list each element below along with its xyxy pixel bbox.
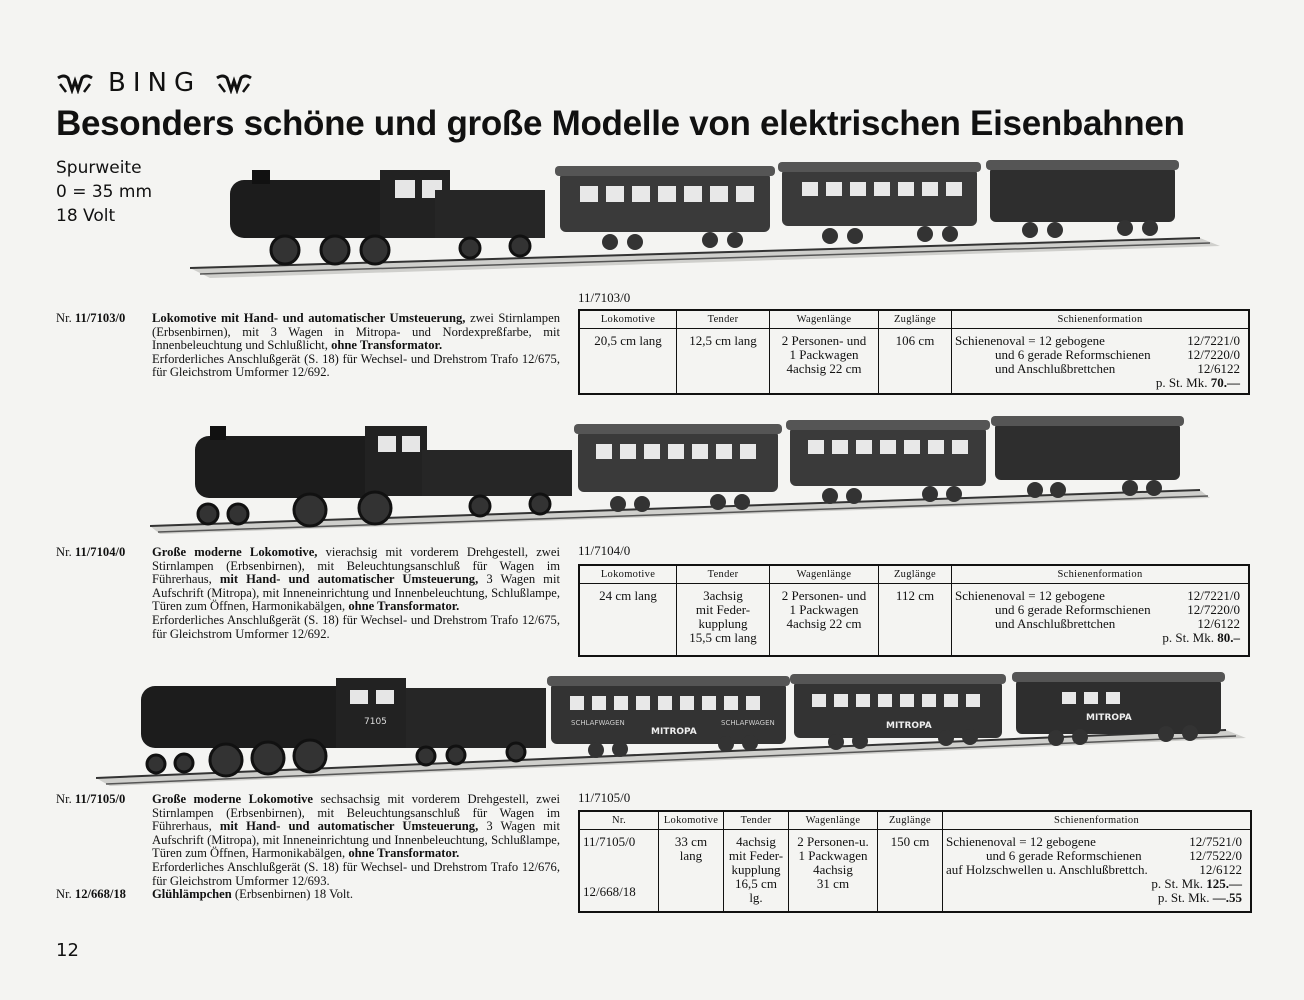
col-tender: Tender: [677, 565, 770, 584]
page-title: Besonders schöne und große Modelle von elektrischen Eisenbahnen: [56, 104, 1185, 143]
cell-schienenformation: Schienenoval = 12 gebogene 12/7221/0 und 6 gerade Reformschienen 12/7220/0 und Anschlußbrettchen 12/6122 p. St. Mk. 80.–: [952, 584, 1250, 656]
train-illustration-2: [150, 408, 1230, 538]
item-number: Nr. 11/7104/0: [56, 545, 126, 559]
voltage-value: 18 Volt: [56, 206, 116, 226]
product-description-1: [56, 312, 560, 380]
col-wagenlaenge: Wagenlänge: [789, 811, 878, 830]
col-schienenformation: Schienenformation: [952, 310, 1250, 329]
coach-mitropa-label: MITROPA: [886, 721, 932, 731]
accessory-note: Erforderliches Anschlußgerät (S. 18) für Wechsel- und Drehstrom Trafo 12/676, für Gleichstrom Umformer 12/693.: [152, 859, 560, 888]
cell-schienenformation: Schienenoval = 12 gebogene 12/7221/0 und 6 gerade Reformschienen 12/7220/0 und Anschlußbrettchen 12/6122 p. St. Mk. 70.—: [952, 329, 1250, 395]
price-bulb: p. St. Mk. —.55: [1157, 890, 1242, 905]
accessory-note: Erforderliches Anschlußgerät (S. 18) für Wechsel- und Drehstrom Trafo 12/675, für Gleichstrom Umformer 12/692.: [152, 351, 560, 380]
coach-schlafwagen-label: SCHLAFWAGEN: [571, 719, 625, 727]
cell-lokomotive: 24 cm lang: [579, 584, 677, 656]
description-text: Große moderne Lokomotive, vierachsig mit vorderem Drehgestell, zwei Stirnlampen (Erbsenbirnen), mit Beleuchtungsanschluß für Wagen im Führerhaus, mit Hand- und automatischer Umsteuerung, 3 Wagen mit Aufschrift (Mitropa), mit Inneneinrichtung und Innenbeleuchtung, Schlußlampe, Türen zum Öffnen, Harmonikabälgen, ohne Transformator.: [152, 545, 560, 614]
page-number: 12: [56, 940, 79, 961]
brand-name: BING: [108, 68, 202, 98]
col-schienenformation: Schienenformation: [952, 565, 1250, 584]
col-schienenformation: Schienenformation: [943, 811, 1252, 830]
coach-mitropa-label: MITROPA: [651, 727, 697, 737]
price: p. St. Mk. 70.—: [1155, 375, 1240, 390]
spec-table-1: [578, 309, 1250, 395]
table-code-3: 11/7105/0: [578, 790, 631, 805]
train-illustration-1: [190, 150, 1220, 290]
cell-nr: 11/7105/0 12/668/18: [579, 830, 659, 912]
table-code-2: 11/7104/0: [578, 543, 631, 558]
train-image: [96, 668, 1256, 788]
col-zuglaenge: Zuglänge: [878, 811, 943, 830]
gauge-spec: [56, 156, 152, 228]
description-text: Große moderne Lokomotive sechsachsig mit vorderem Drehgestell, zwei Stirnlampen (Erbsenbirnen), mit Beleuchtungsanschluß für Wagen im Führerhaus, mit Hand- und automatischer Umsteuerung, 3 Wagen mit Aufschrift (Mitropa), mit Inneneinrichtung und Innenbeleuchtung, Schlußlampe, Türen zum Öffnen, Harmonikabälgen, ohne Transformator.: [152, 792, 560, 861]
cell-zuglaenge: 112 cm: [879, 584, 952, 656]
col-lokomotive: Lokomotive: [659, 811, 724, 830]
cell-lokomotive: 20,5 cm lang: [579, 329, 677, 395]
cell-tender: 4achsig mit Feder- kupplung 16,5 cm lg.: [724, 830, 789, 912]
cell-zuglaenge: 150 cm: [878, 830, 943, 912]
spec-table-3: [578, 810, 1252, 913]
gauge-value: 0 = 35 mm: [56, 182, 153, 202]
bing-logo-icon: [56, 72, 94, 94]
accessory-note: Erforderliches Anschlußgerät (S. 18) für Wechsel- und Drehstrom Trafo 12/675, für Gleichstrom Umformer 12/692.: [152, 612, 560, 641]
train-image: [190, 150, 1220, 290]
col-tender: Tender: [724, 811, 789, 830]
item-number: Nr. 12/668/18: [56, 887, 126, 902]
item-number: Nr. 11/7105/0: [56, 792, 126, 806]
train-image: [150, 408, 1230, 538]
col-nr: Nr.: [579, 811, 659, 830]
cell-tender: 3achsig mit Feder- kupplung 15,5 cm lang: [677, 584, 770, 656]
cell-lokomotive: 33 cm lang: [659, 830, 724, 912]
col-lokomotive: Lokomotive: [579, 565, 677, 584]
table-code-1: 11/7103/0: [578, 290, 631, 305]
col-zuglaenge: Zuglänge: [879, 310, 952, 329]
bulb-description: Glühlämpchen (Erbsenbirnen) 18 Volt.: [152, 887, 354, 902]
coach-schlafwagen-label: SCHLAFWAGEN: [721, 719, 775, 727]
train-illustration-3: [96, 668, 1256, 788]
product-description-3: [56, 793, 560, 902]
cell-schienenformation: Schienenoval = 12 gebogene 12/7521/0 und 6 gerade Reformschienen 12/7522/0 auf Holzschwellen u. Anschlußbrettch. 12/6122 p. St. Mk. 125.— p. St. Mk. —.55: [943, 830, 1252, 912]
col-tender: Tender: [677, 310, 770, 329]
cell-zuglaenge: 106 cm: [879, 329, 952, 395]
cell-wagenlaenge: 2 Personen-u. 1 Packwagen 4achsig 31 cm: [789, 830, 878, 912]
cell-wagenlaenge: 2 Personen- und 1 Packwagen 4achsig 22 cm: [770, 584, 879, 656]
coach-mitropa-label: MITROPA: [1086, 713, 1132, 723]
gauge-label: Spurweite: [56, 158, 142, 178]
price: p. St. Mk. 80.–: [1162, 630, 1240, 645]
col-wagenlaenge: Wagenlänge: [770, 565, 879, 584]
price: p. St. Mk. 125.—: [1151, 876, 1242, 891]
loco-number-label: 7105: [364, 717, 387, 727]
bing-logo-icon: [215, 72, 253, 94]
col-wagenlaenge: Wagenlänge: [770, 310, 879, 329]
spec-table-2: [578, 564, 1250, 657]
brand-header: [56, 66, 253, 100]
item-number: Nr. 11/7103/0: [56, 311, 126, 325]
product-description-2: [56, 546, 560, 641]
col-zuglaenge: Zuglänge: [879, 565, 952, 584]
cell-tender: 12,5 cm lang: [677, 329, 770, 395]
description-text: Lokomotive mit Hand- und automatischer Umsteuerung, zwei Stirnlampen (Erbsenbirnen), mit 3 Wagen in Mitropa- und Nordexpreßfarbe, mit Innenbeleuchtung und Schlußlicht, ohne Transformator.: [152, 311, 560, 353]
col-lokomotive: Lokomotive: [579, 310, 677, 329]
cell-wagenlaenge: 2 Personen- und 1 Packwagen 4achsig 22 cm: [770, 329, 879, 395]
